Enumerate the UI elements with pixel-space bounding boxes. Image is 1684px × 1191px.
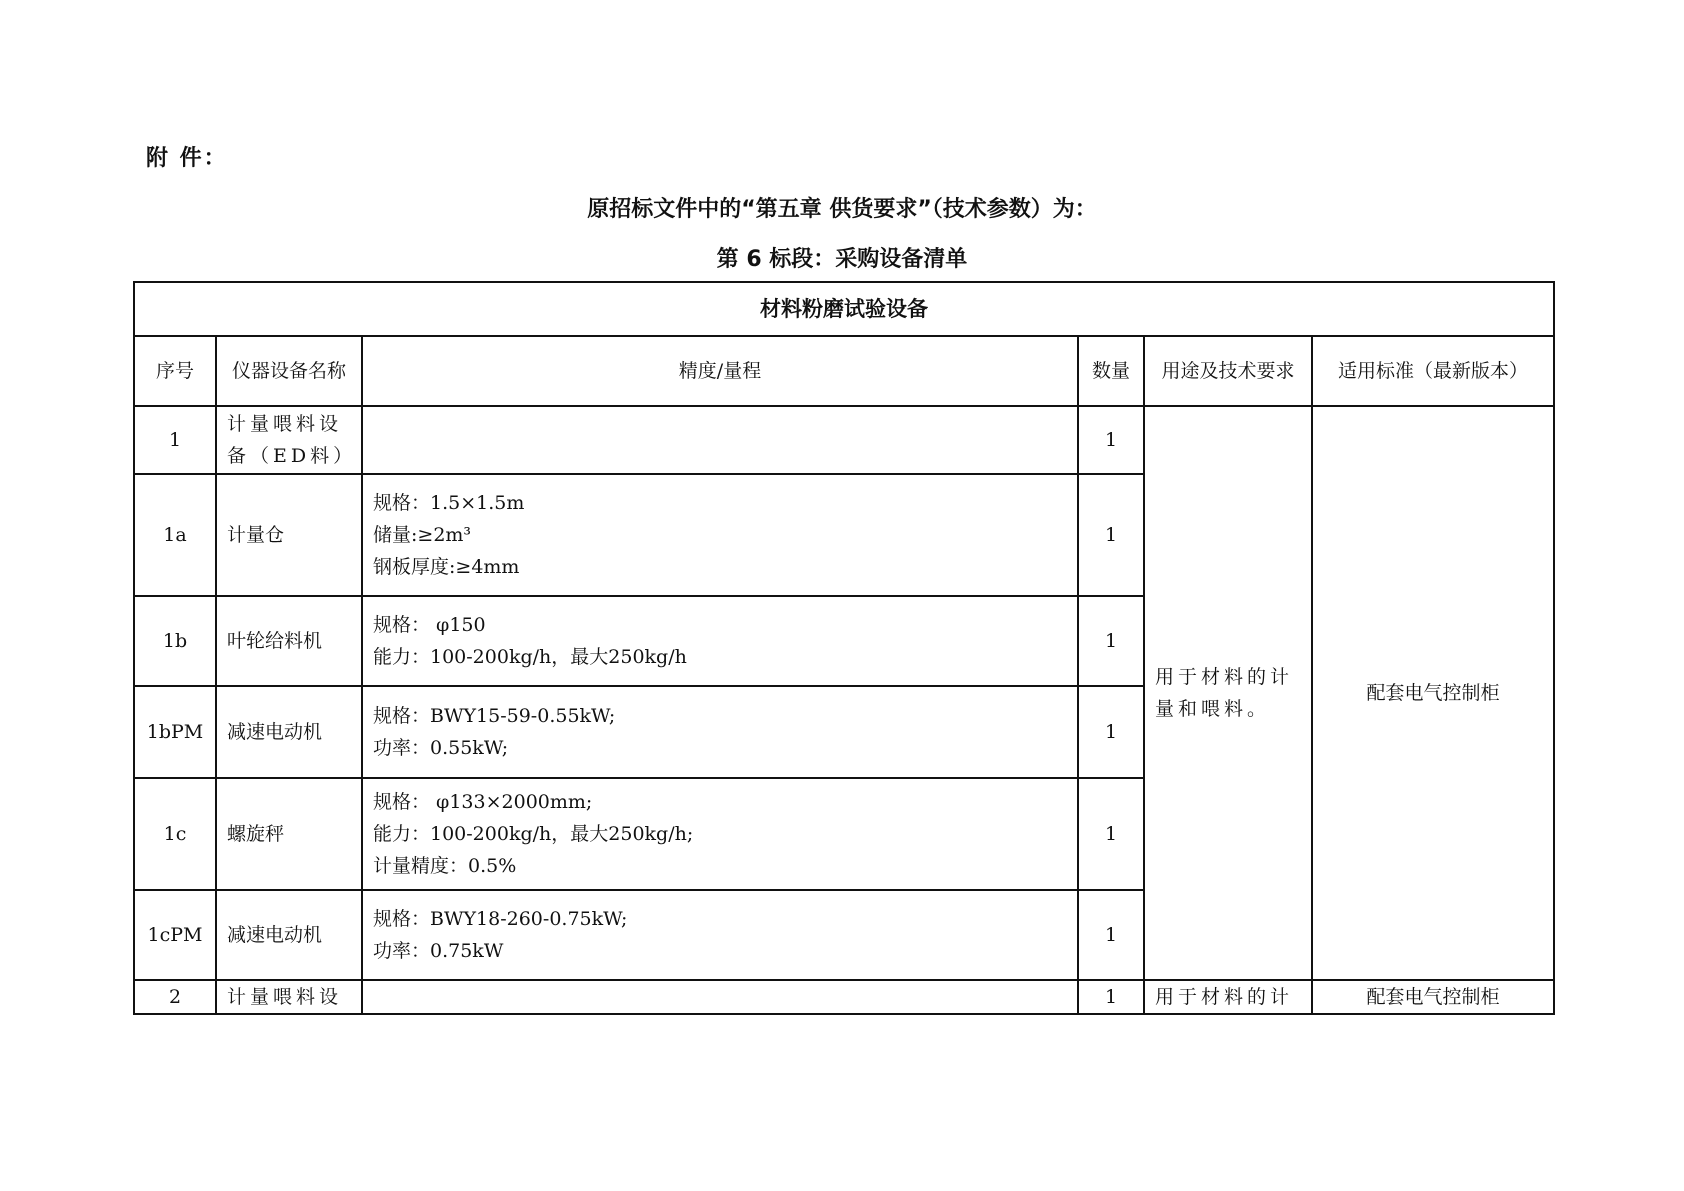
spec-line: 功率：0.75kW <box>373 940 504 962</box>
equipment-table <box>133 281 1555 1015</box>
spec-line: 规格：BWY18-260-0.75kW; <box>373 908 628 930</box>
row-name: 计量喂料设 <box>216 980 362 1014</box>
row-name: 螺旋秤 <box>216 778 362 890</box>
section-row <box>134 282 1554 336</box>
document-subtitle: 第 6 标段：采购设备清单 <box>716 247 968 272</box>
row-qty: 1 <box>1078 890 1144 980</box>
row-spec <box>362 686 1078 778</box>
header-qty: 数量 <box>1078 336 1144 406</box>
header-precision: 精度/量程 <box>362 336 1078 406</box>
spec-line: 规格： φ133×2000mm; <box>373 791 593 813</box>
document-title: 原招标文件中的“第五章 供货要求”（技术参数）为： <box>587 197 1097 222</box>
row-seq: 1a <box>134 474 216 596</box>
row-seq: 1b <box>134 596 216 686</box>
spec-line: 规格：BWY15-59-0.55kW; <box>373 705 616 727</box>
row-qty: 1 <box>1078 596 1144 686</box>
table-row <box>134 980 1554 1014</box>
row-qty: 1 <box>1078 686 1144 778</box>
usage-cell: 用于材料的计 <box>1144 980 1312 1014</box>
header-seq: 序号 <box>134 336 216 406</box>
row-seq: 2 <box>134 980 216 1014</box>
spec-line: 计量精度：0.5% <box>373 855 517 877</box>
row-spec <box>362 980 1078 1014</box>
row-qty: 1 <box>1078 406 1144 474</box>
row-name: 叶轮给料机 <box>216 596 362 686</box>
header-row <box>134 336 1554 406</box>
spec-line: 能力：100-200kg/h，最大250kg/h; <box>373 823 694 845</box>
usage-cell: 用于材料的计量和喂料。 <box>1144 406 1312 980</box>
row-name: 减速电动机 <box>216 890 362 980</box>
row-spec <box>362 596 1078 686</box>
row-spec <box>362 890 1078 980</box>
row-seq: 1cPM <box>134 890 216 980</box>
row-seq: 1bPM <box>134 686 216 778</box>
spec-line: 规格： φ150 <box>373 614 486 636</box>
row-name: 计量仓 <box>216 474 362 596</box>
standard-cell: 配套电气控制柜 <box>1312 980 1554 1014</box>
header-usage: 用途及技术要求 <box>1144 336 1312 406</box>
row-qty: 1 <box>1078 778 1144 890</box>
row-spec <box>362 474 1078 596</box>
row-seq: 1 <box>134 406 216 474</box>
table-row <box>134 406 1554 474</box>
header-name: 仪器设备名称 <box>216 336 362 406</box>
row-qty: 1 <box>1078 474 1144 596</box>
section-title: 材料粉磨试验设备 <box>134 282 1554 336</box>
row-name: 减速电动机 <box>216 686 362 778</box>
spec-line: 功率：0.55kW; <box>373 737 509 759</box>
spec-line: 储量:≥2m³ <box>373 524 472 546</box>
spec-line: 能力：100-200kg/h，最大250kg/h <box>373 646 687 668</box>
header-standard: 适用标准（最新版本） <box>1312 336 1554 406</box>
row-spec <box>362 778 1078 890</box>
standard-cell: 配套电气控制柜 <box>1312 406 1554 980</box>
spec-line: 钢板厚度:≥4mm <box>373 556 520 578</box>
row-name: 计量喂料设备（ED料） <box>216 406 362 474</box>
row-qty: 1 <box>1078 980 1144 1014</box>
row-seq: 1c <box>134 778 216 890</box>
spec-line: 规格：1.5×1.5m <box>373 492 525 514</box>
attachment-label: 附 件： <box>146 146 228 171</box>
row-spec <box>362 406 1078 474</box>
